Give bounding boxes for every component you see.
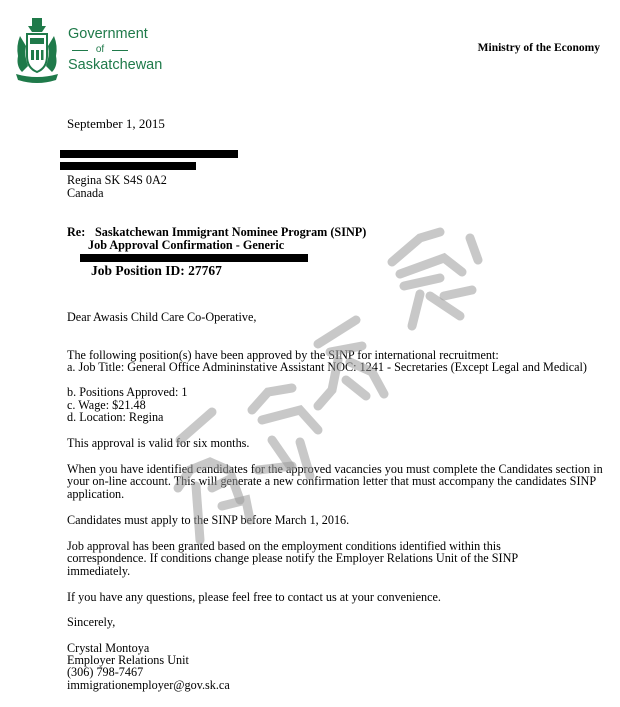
questions-statement: If you have any questions, please feel free to contact us at your convenience. [67, 590, 441, 604]
candidates-paragraph: When you have identified candidates for the approved vacancies you must complete the Candidates section in your on-line account. This will generate a new confirmation letter that must accompany the candidates SINP application. [67, 462, 603, 501]
redacted-recipient-line-1 [60, 150, 238, 158]
subject-line-1: Saskatchewan Immigrant Nominee Program (SINP) [95, 225, 367, 239]
saskatchewan-crest-icon [12, 16, 62, 86]
signature-phone: (306) 798-7467 [67, 665, 144, 679]
salutation: Dear Awasis Child Care Co-Operative, [67, 310, 257, 324]
closing: Sincerely, [67, 615, 116, 629]
address-city-line: Regina SK S4S 0A2 [67, 173, 167, 187]
positions-intro: The following position(s) have been approved by the SINP for international recruitment: [67, 348, 499, 362]
address-country: Canada [67, 186, 104, 200]
ministry-name: Ministry of the Economy [477, 42, 600, 54]
redacted-subject-line [80, 254, 308, 262]
subject-line-2: Job Approval Confirmation - Generic [88, 238, 285, 252]
logo-line-of: of [68, 43, 132, 57]
signature-email: immigrationemployer@gov.sk.ca [67, 678, 230, 692]
signature-name: Crystal Montoya [67, 641, 150, 655]
logo-wordmark [68, 26, 164, 74]
job-position-id: Job Position ID: 27767 [91, 263, 222, 278]
positions-wage: c. Wage: $21.48 [67, 398, 146, 412]
positions-location: d. Location: Regina [67, 410, 164, 424]
logo-line-saskatchewan: Saskatchewan [68, 57, 163, 73]
government-logo [12, 16, 162, 88]
deadline-statement: Candidates must apply to the SINP before March 1, 2016. [67, 513, 350, 527]
validity-statement: This approval is valid for six months. [67, 436, 250, 450]
subject-re-label: Re: [67, 225, 86, 239]
redacted-recipient-line-2 [60, 162, 196, 170]
signature-unit: Employer Relations Unit [67, 653, 189, 667]
positions-approved: b. Positions Approved: 1 [67, 385, 188, 399]
conditions-paragraph: Job approval has been granted based on the employment conditions identified within this correspondence. If conditions change please notify the Employer Relations Unit of the SINP immediately. [67, 539, 518, 578]
positions-job-title: a. Job Title: General Office Admininstative Assistant NOC: 1241 - Secretaries (Except Legal and Medical) [67, 360, 587, 374]
logo-line-government: Government [68, 26, 148, 42]
letter-date: September 1, 2015 [67, 116, 165, 131]
